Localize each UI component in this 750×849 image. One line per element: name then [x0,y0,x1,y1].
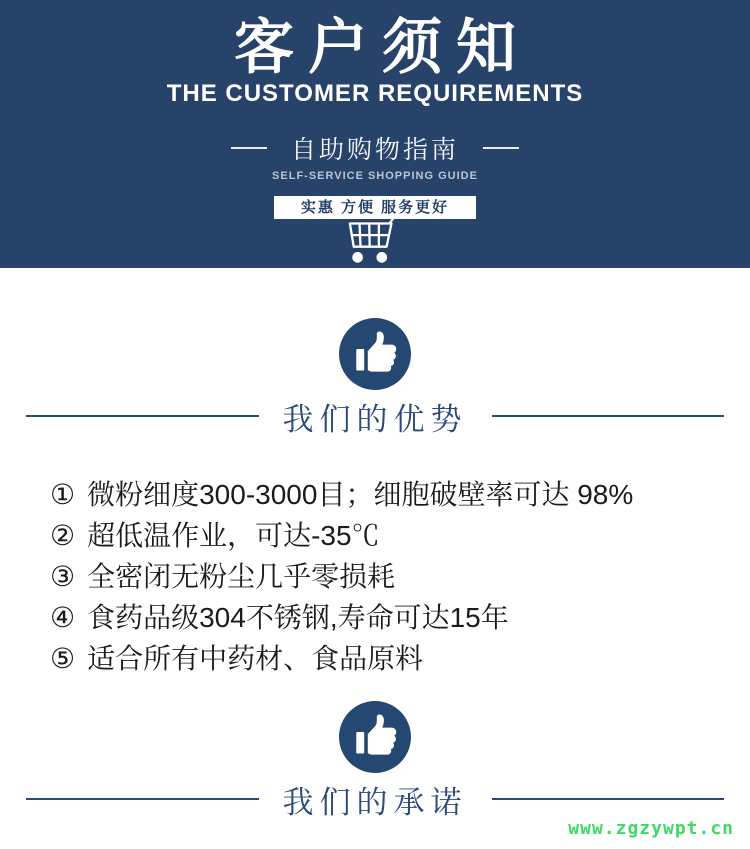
left-dash-divider [231,147,267,149]
watermark-url: www.zgzywpt.cn [568,818,734,839]
advantages-heading: 我们的优势 [282,401,468,437]
item-text: 微粉细度300-3000目；细胞破壁率可达 98% [87,479,634,510]
thumbs-up-icon [339,318,411,390]
right-dash-divider [483,147,519,149]
page-subtitle: THE CUSTOMER REQUIREMENTS [166,80,584,107]
list-item [50,515,730,556]
right-rule-line [492,798,725,800]
left-rule-line [26,798,259,800]
shopping-cart-icon [342,209,408,267]
guide-title: 自助购物指南 [290,136,459,164]
right-rule-line [492,415,725,417]
item-number: ④ [50,602,76,633]
page-title: 客户须知 [234,14,530,81]
item-text: 适合所有中药材、食品原料 [87,643,424,674]
list-item [50,597,730,638]
advantages-list [0,474,750,679]
promise-heading: 我们的承诺 [282,784,468,820]
thumbs-up-icon [339,701,411,773]
header-banner [0,0,750,268]
item-text: 全密闭无粉尘几乎零损耗 [87,561,396,592]
advantages-heading-row [0,396,750,436]
guide-row [0,130,750,166]
item-text: 超低温作业，可达-35℃ [87,520,380,551]
item-text: 食药品级304不锈钢,寿命可达15年 [87,602,509,633]
list-item [50,638,730,679]
item-number: ② [50,520,76,551]
promise-heading-row [0,779,750,819]
item-number: ① [50,479,76,510]
list-item [50,556,730,597]
tagline-box: 实惠 方便 服务更好 [274,196,476,219]
item-number: ⑤ [50,643,76,674]
list-item [50,474,730,515]
item-number: ③ [50,561,76,592]
left-rule-line [26,415,259,417]
guide-subtitle: SELF-SERVICE SHOPPING GUIDE [272,170,478,182]
